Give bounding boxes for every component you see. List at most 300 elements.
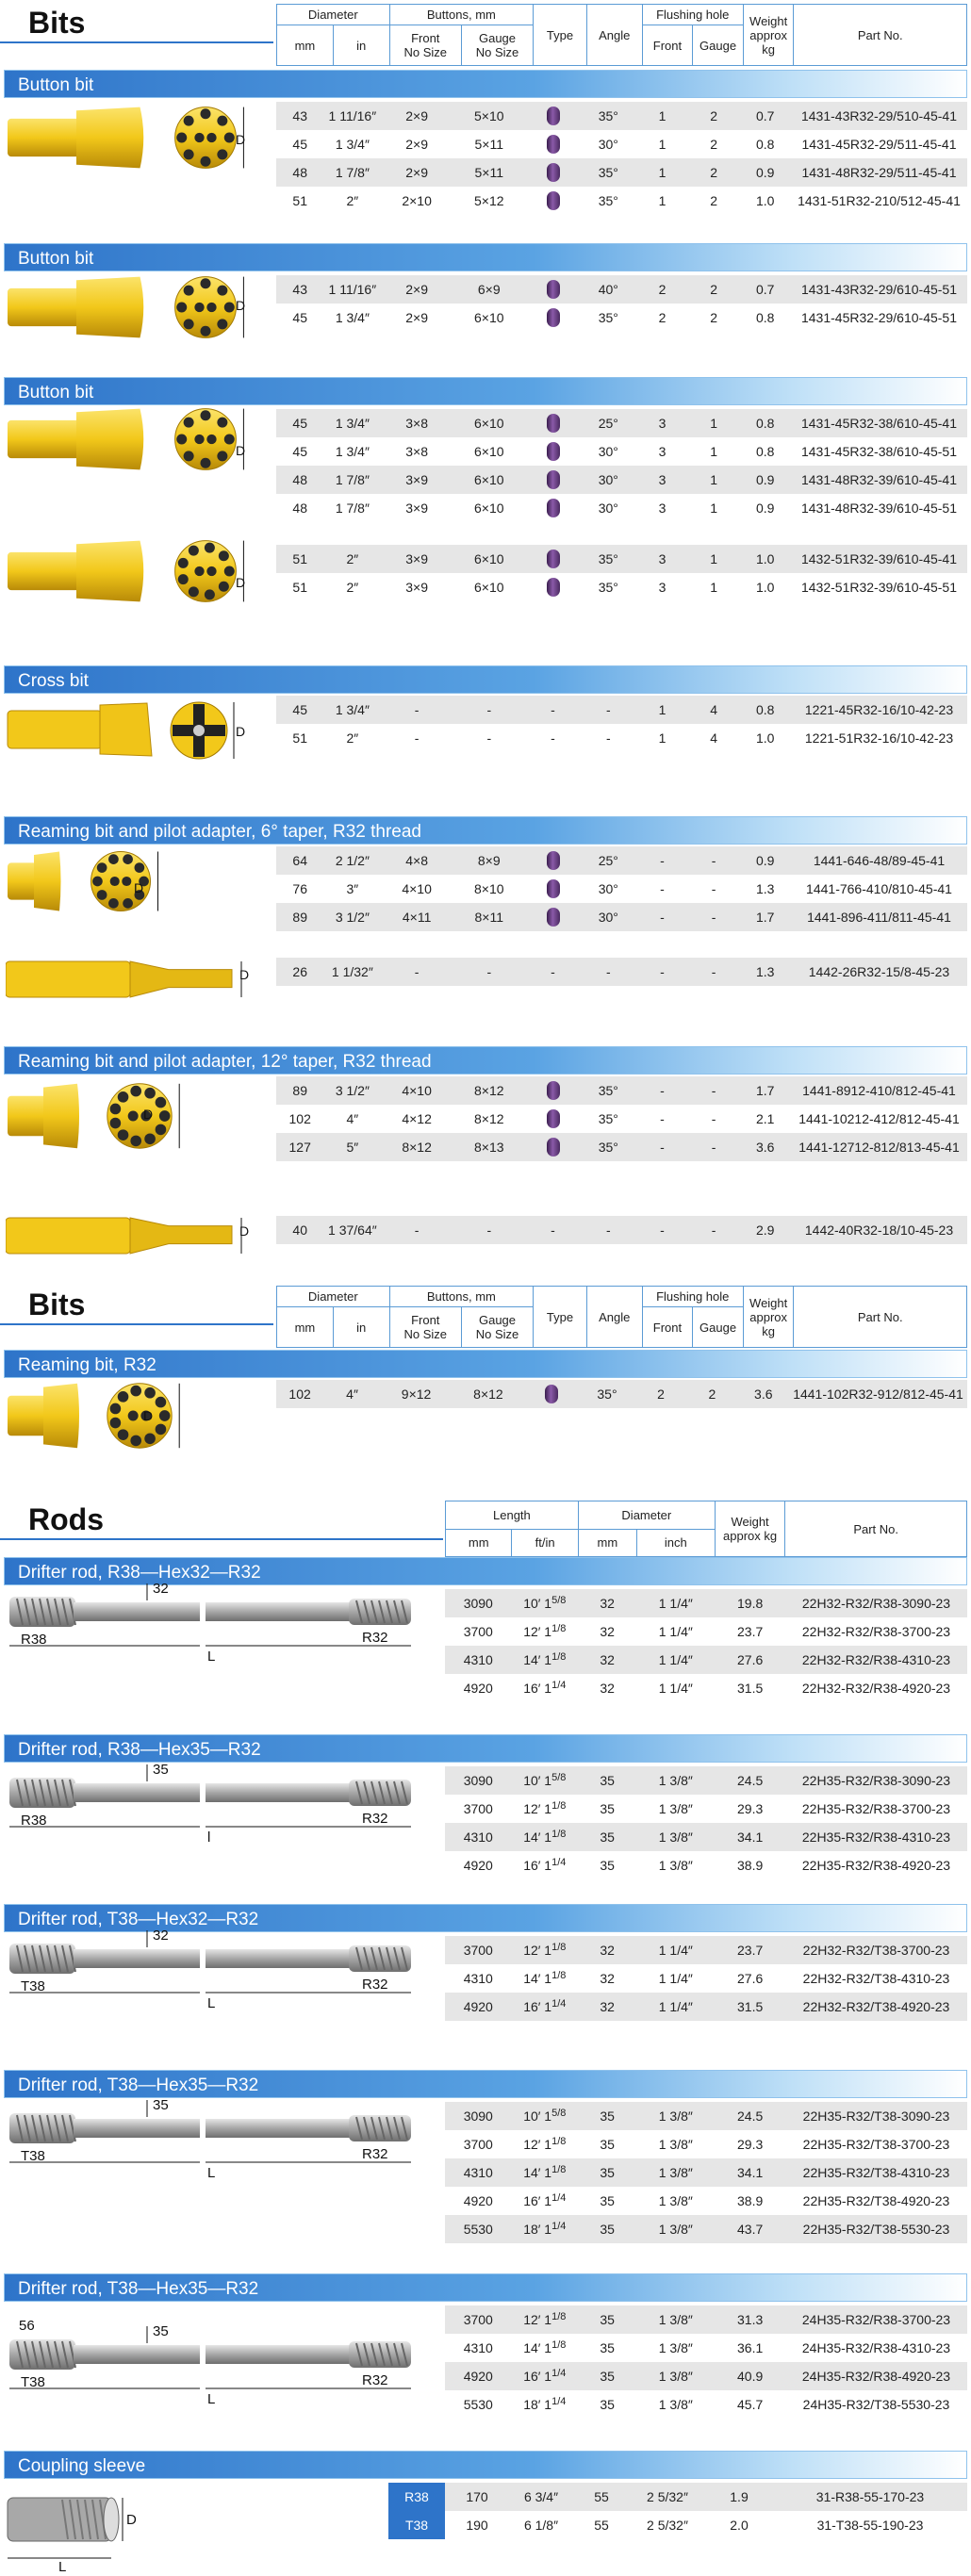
length-label: L: [207, 1995, 216, 2011]
button-type-icon: [547, 135, 560, 154]
table-cell: 8×13: [453, 1133, 526, 1161]
table-row: [276, 1216, 967, 1244]
bit-shank: [8, 288, 81, 326]
button-insert: [184, 286, 194, 296]
table-cell: 2×9: [381, 158, 453, 187]
table-cell: 1431-43R32-29/510-45-41: [791, 102, 967, 130]
length-mm-cell: 4310: [445, 1964, 512, 1993]
length-header: Length: [446, 1501, 579, 1530]
flushing-header: Flushing hole: [642, 1287, 743, 1307]
button-insert: [194, 133, 204, 142]
rod-hex-body: [74, 1783, 353, 1802]
table-row: [276, 846, 967, 875]
table-cell: 35: [578, 2390, 636, 2419]
button-insert: [219, 582, 229, 592]
table-row: [445, 1617, 967, 1646]
table-cell: 22H35-R32/T38-4920-23: [785, 2187, 967, 2215]
table-cell: 32: [578, 1674, 636, 1702]
table-cell: 34.1: [715, 2158, 785, 2187]
inch-fraction: 5/8: [551, 1595, 567, 1606]
bit-head: [76, 107, 143, 169]
button-bit-image: [6, 405, 270, 483]
table-cell: 38.9: [715, 2187, 785, 2215]
feet: 12′: [523, 1624, 541, 1639]
length-mm-cell: 3090: [445, 2102, 512, 2130]
table-cell: 3 1/2″: [323, 1076, 381, 1105]
button-type-icon: [547, 308, 560, 327]
table-row: [445, 1674, 967, 1702]
inch-fraction: 1/4: [551, 2192, 567, 2204]
table-cell: 32: [578, 1936, 636, 1964]
length-mm-cell: 3090: [445, 1766, 512, 1795]
button-type-icon: [547, 578, 560, 597]
length-ftin-cell: [512, 1617, 579, 1646]
length-ftin-cell: [512, 1964, 579, 1993]
bits-data-table: [276, 102, 967, 215]
table-cell: 1431-45R32-29/610-45-51: [791, 304, 967, 332]
right-thread-label: R32: [362, 1630, 388, 1646]
table-cell: 35: [578, 2362, 636, 2390]
table-cell: 31.5: [715, 1674, 785, 1702]
table-cell: [526, 187, 581, 215]
bits-data-table: [276, 275, 967, 332]
table-cell: [526, 573, 581, 601]
length-ftin-cell: [512, 2102, 579, 2130]
button-type-icon: [547, 550, 560, 568]
button-type-icon: [547, 470, 560, 489]
table-cell: 1: [688, 409, 740, 437]
button-insert: [156, 1397, 167, 1408]
button-bit-image: [6, 1080, 204, 1161]
table-cell: 3: [636, 409, 688, 437]
table-cell: 35: [578, 1851, 636, 1879]
inch-fraction: 1/8: [551, 2311, 567, 2322]
table-cell: -: [636, 846, 688, 875]
table-cell: [526, 304, 581, 332]
table-cell: [526, 846, 581, 875]
table-cell: 45: [276, 437, 323, 466]
table-cell: 4×11: [381, 903, 453, 931]
inch-fraction: 1/8: [551, 1623, 567, 1634]
part-header: Part No.: [794, 5, 967, 66]
table-cell: 5″: [323, 1133, 381, 1161]
button-insert: [224, 132, 235, 142]
diameter-inch-header: inch: [636, 1529, 715, 1557]
diameter-in-header: in: [333, 1307, 389, 1348]
table-cell: 1 1/4″: [636, 1646, 715, 1674]
length-mm-cell: 4920: [445, 2187, 512, 2215]
right-thread-label: R32: [362, 2372, 388, 2388]
table-cell: [526, 1076, 581, 1105]
table-cell: 3: [636, 466, 688, 494]
inch-fraction: 1/4: [551, 1857, 567, 1868]
table-cell: 3: [636, 437, 688, 466]
inches: 1: [544, 2312, 552, 2327]
button-insert: [205, 543, 215, 553]
table-cell: 31-R38-55-170-23: [773, 2483, 967, 2511]
length-mm-cell: 4310: [445, 1823, 512, 1851]
feet: 12′: [523, 1943, 541, 1958]
button-type-icon: [547, 107, 560, 125]
button-insert: [178, 558, 189, 568]
table-cell: 2: [635, 1380, 686, 1408]
feet: 14′: [523, 1971, 541, 1986]
diameter-label: D: [236, 724, 246, 739]
table-cell: 1 7/8″: [323, 158, 381, 187]
table-cell: 102: [276, 1105, 323, 1133]
table-cell: 1 7/8″: [323, 466, 381, 494]
inch-fraction: 1/8: [551, 2136, 567, 2147]
table-cell: -: [526, 696, 581, 724]
table-cell: 1442-40R32-18/10-45-23: [791, 1216, 967, 1244]
part-header: Part No.: [785, 1501, 967, 1557]
button-insert: [110, 1418, 122, 1429]
table-cell: 4: [688, 724, 740, 752]
title-underline: [0, 41, 273, 43]
table-cell: 22H32-R32/R38-3090-23: [785, 1589, 967, 1617]
rod-hex-body: [74, 1949, 353, 1968]
table-row: [276, 494, 967, 522]
length-mm-cell: 5530: [445, 2215, 512, 2243]
table-cell: 29.3: [715, 1795, 785, 1823]
table-row: [276, 724, 967, 752]
table-cell: 1 3/8″: [636, 2390, 715, 2419]
length-mm-cell: 5530: [445, 2390, 512, 2419]
table-cell: 89: [276, 1076, 323, 1105]
inches: 1: [544, 1801, 552, 1816]
table-cell: 6×10: [453, 304, 526, 332]
drifter-rod-image: [6, 1568, 420, 1682]
table-cell: [526, 158, 581, 187]
table-cell: 1 3/8″: [636, 2187, 715, 2215]
bits-header: [0, 4, 971, 66]
bit-section-bar: [4, 665, 967, 694]
button-insert: [110, 877, 120, 886]
length-ftin-cell: [512, 2334, 579, 2362]
table-cell: 22H35-R32/R38-3090-23: [785, 1766, 967, 1795]
table-cell: 64: [276, 846, 323, 875]
button-insert: [130, 1136, 141, 1147]
bit-shank: [8, 1096, 47, 1137]
flushing-header: Flushing hole: [642, 5, 743, 25]
length-ftin-cell: [512, 2390, 579, 2419]
title-underline: [0, 1323, 273, 1325]
button-insert: [189, 546, 199, 556]
table-cell: 6×10: [453, 494, 526, 522]
button-insert: [118, 1091, 129, 1103]
table-cell: 2.0: [705, 2511, 773, 2539]
length-ftin-cell: [512, 1589, 579, 1617]
bits-header-table: [276, 1286, 967, 1348]
table-row: [445, 1964, 967, 1993]
table-cell: 2: [636, 275, 688, 304]
table-cell: 0.7: [739, 102, 791, 130]
table-cell: -: [453, 724, 526, 752]
table-cell: -: [688, 1133, 740, 1161]
feet: 12′: [523, 2137, 541, 2152]
drifter-rod-image: [6, 2085, 420, 2198]
inches: 1: [544, 1596, 552, 1611]
table-cell: 30°: [580, 494, 636, 522]
table-cell: 8×12: [453, 1076, 526, 1105]
table-cell: -: [453, 958, 526, 986]
button-insert: [194, 566, 204, 576]
button-bit-image: [6, 537, 270, 615]
table-cell: 55: [573, 2511, 630, 2539]
table-cell: [526, 409, 581, 437]
table-cell: 2″: [323, 187, 381, 215]
inches: 1: [544, 2165, 552, 2180]
button-insert: [224, 302, 235, 312]
section-title: Drifter rod, T38—Hex32—R32: [18, 1910, 259, 1929]
table-cell: 0.7: [739, 275, 791, 304]
table-cell: 55: [573, 2483, 630, 2511]
table-row: [445, 2130, 967, 2158]
button-insert: [110, 1403, 122, 1415]
bit-head: [43, 1084, 79, 1148]
table-cell: 89: [276, 903, 323, 931]
button-insert: [144, 1088, 156, 1099]
table-cell: 24H35-R32/R38-4920-23: [785, 2362, 967, 2390]
table-cell: 24H35-R32/R38-4310-23: [785, 2334, 967, 2362]
table-cell: 1 3/8″: [636, 2215, 715, 2243]
table-cell: 2: [688, 130, 740, 158]
button-bit-image: [6, 104, 270, 181]
bits-data-table: [276, 1076, 967, 1161]
table-row: [445, 2305, 967, 2334]
length-ftin-cell: [512, 2158, 579, 2187]
table-row: [445, 2215, 967, 2243]
table-cell: 1 3/8″: [636, 1823, 715, 1851]
button-insert: [194, 435, 204, 444]
table-row: [445, 2362, 967, 2390]
bit-shank: [8, 552, 81, 590]
length-ftin-cell: [512, 2362, 579, 2390]
button-insert: [144, 1433, 156, 1444]
table-cell: 1431-51R32-210/512-45-41: [791, 187, 967, 215]
button-insert: [206, 435, 216, 444]
table-cell: 3×9: [381, 494, 453, 522]
rod-hex-body: [74, 2345, 353, 2364]
inches: 1: [544, 1652, 552, 1667]
table-cell: 51: [276, 187, 323, 215]
table-cell: -: [636, 1105, 688, 1133]
length-ftin-cell: [512, 2187, 579, 2215]
button-type-icon: [547, 851, 560, 870]
diameter-mm-header: mm: [277, 1307, 334, 1348]
table-cell: 32: [578, 1589, 636, 1617]
rod-section-bar: [4, 2273, 967, 2302]
table-cell: 1431-48R32-39/610-45-51: [791, 494, 967, 522]
length-label: L: [207, 2391, 216, 2407]
rods-data-table: [445, 2102, 967, 2243]
table-cell: 5×11: [453, 158, 526, 187]
feet: 16′: [523, 2369, 541, 2384]
section-title: Reaming bit and pilot adapter, 12° taper, R32 thread: [18, 1052, 432, 1072]
table-cell: 6×10: [453, 466, 526, 494]
inch-fraction: 5/8: [551, 1772, 567, 1783]
button-insert: [206, 303, 216, 312]
table-cell: 22H32-R32/T38-3700-23: [785, 1936, 967, 1964]
table-cell: 170: [445, 2483, 509, 2511]
table-cell: 1 3/4″: [323, 409, 381, 437]
table-cell: 6×10: [453, 573, 526, 601]
table-cell: 1 3/8″: [636, 2102, 715, 2130]
weight-header: Weight approx kg: [743, 5, 794, 66]
table-cell: 4″: [323, 1105, 381, 1133]
table-cell: 40.9: [715, 2362, 785, 2390]
table-cell: 1.0: [739, 545, 791, 573]
diameter-mm-header: mm: [277, 25, 334, 66]
length-ftin-cell: [512, 1823, 579, 1851]
section-title: Button bit: [18, 383, 94, 402]
table-cell: 8×12: [453, 1105, 526, 1133]
feet: 16′: [523, 1681, 541, 1696]
table-row: [276, 1380, 967, 1408]
button-insert: [110, 1118, 122, 1129]
table-row: [445, 2334, 967, 2362]
table-cell: 1431-45R32-38/610-45-51: [791, 437, 967, 466]
table-cell: 1432-51R32-39/610-45-51: [791, 573, 967, 601]
table-cell: 1 3/4″: [323, 696, 381, 724]
button-insert: [194, 303, 204, 312]
table-cell: -: [453, 1216, 526, 1244]
table-cell: 2×9: [381, 304, 453, 332]
section-title: Button bit: [18, 75, 94, 95]
rod-hex-body: [74, 2119, 353, 2138]
length-mm-cell: 3700: [445, 1617, 512, 1646]
button-insert: [130, 1386, 141, 1397]
table-cell: 1441-646-48/89-45-41: [791, 846, 967, 875]
table-cell: -: [381, 724, 453, 752]
inches: 1: [544, 2369, 552, 2384]
table-cell: 2×9: [381, 130, 453, 158]
table-row: [445, 2390, 967, 2419]
button-insert: [92, 877, 103, 887]
button-insert: [122, 877, 131, 886]
length-mm-cell: 3090: [445, 1589, 512, 1617]
table-cell: 3: [636, 494, 688, 522]
feet: 18′: [523, 2397, 541, 2412]
length-ftin-cell: [512, 2130, 579, 2158]
table-cell: 2×10: [381, 187, 453, 215]
section-title: Button bit: [18, 249, 94, 269]
length-ftin-cell: [512, 1766, 579, 1795]
table-cell: 1 1/4″: [636, 1993, 715, 2021]
table-cell: 6×9: [453, 275, 526, 304]
hex-size-label: 32: [153, 1581, 169, 1597]
table-cell: -: [580, 1216, 636, 1244]
table-cell: 5×12: [453, 187, 526, 215]
bits-data-table: [276, 958, 967, 986]
table-cell: 0.8: [739, 304, 791, 332]
table-cell: [526, 875, 581, 903]
bit-shank: [8, 420, 81, 458]
table-cell: 3×9: [381, 466, 453, 494]
section-title: Reaming bit and pilot adapter, 6° taper, R32 thread: [18, 822, 421, 842]
type-header: Type: [534, 5, 587, 66]
table-cell: 1 1/4″: [636, 1617, 715, 1646]
button-insert: [128, 1411, 139, 1421]
feet: 18′: [523, 2222, 541, 2237]
table-cell: 6×10: [453, 409, 526, 437]
coupling-sleeve-image: [6, 2488, 147, 2573]
left-thread-label: R38: [21, 1632, 47, 1648]
table-cell: 22H35-R32/T38-5530-23: [785, 2215, 967, 2243]
coupling-table: [388, 2483, 967, 2539]
table-row: [276, 130, 967, 158]
table-cell: 0.8: [739, 130, 791, 158]
table-cell: 1431-48R32-29/511-45-41: [791, 158, 967, 187]
left-thread-label: T38: [21, 1978, 45, 1994]
button-insert: [217, 418, 227, 428]
table-cell: 1 11/16″: [323, 275, 381, 304]
table-cell: 1431-45R32-38/610-45-41: [791, 409, 967, 437]
button-insert: [217, 319, 227, 329]
table-cell: 35: [578, 2187, 636, 2215]
table-cell: [526, 130, 581, 158]
length-mm-cell: 3700: [445, 2130, 512, 2158]
table-row: [445, 2187, 967, 2215]
diameter-mm-header: mm: [578, 1529, 636, 1557]
table-cell: 22H32-R32/R38-4310-23: [785, 1646, 967, 1674]
table-cell: 31.3: [715, 2305, 785, 2334]
length-ftin-cell: [512, 1646, 579, 1674]
inch-fraction: 1/8: [551, 1651, 567, 1663]
button-insert: [200, 458, 210, 468]
table-cell: 6 1/8″: [509, 2511, 573, 2539]
table-cell: 1441-896-411/811-45-41: [791, 903, 967, 931]
bit-head: [76, 541, 143, 602]
inch-fraction: 1/4: [551, 1680, 567, 1691]
button-type-icon: [547, 1081, 560, 1100]
table-cell: 3″: [323, 875, 381, 903]
button-insert: [206, 566, 216, 576]
table-cell: 127: [276, 1133, 323, 1161]
table-cell: 1: [688, 466, 740, 494]
bits-data-table: [276, 846, 967, 931]
table-cell: 3: [636, 545, 688, 573]
table-cell: 30°: [580, 903, 636, 931]
button-type-icon: [547, 191, 560, 210]
inch-fraction: 1/8: [551, 2164, 567, 2175]
table-cell: 24.5: [715, 1766, 785, 1795]
button-bit-image: [6, 848, 185, 924]
button-insert: [97, 890, 107, 900]
table-cell: 1.0: [739, 187, 791, 215]
pilot-adapter-image: [6, 1216, 251, 1255]
button-insert: [178, 574, 189, 584]
hex-size-label: 35: [153, 2097, 169, 2113]
table-cell: 4×10: [381, 1076, 453, 1105]
table-cell: 2″: [323, 545, 381, 573]
table-cell: 76: [276, 875, 323, 903]
table-row: [276, 1133, 967, 1161]
table-cell: 2×9: [381, 275, 453, 304]
flush-front-header: Front: [642, 25, 693, 66]
table-cell: 1441-102R32-912/812-45-41: [789, 1380, 967, 1408]
buttons-gauge-header: Gauge No Size: [461, 25, 533, 66]
table-row: [276, 696, 967, 724]
table-cell: -: [580, 958, 636, 986]
diameter-header: Diameter: [578, 1501, 715, 1530]
table-cell: 30°: [580, 466, 636, 494]
table-cell: 8×12: [381, 1133, 453, 1161]
length-mm-cell: 3700: [445, 1795, 512, 1823]
hex2-size-label: 56: [19, 2318, 35, 2334]
feet: 14′: [523, 1652, 541, 1667]
table-cell: 26: [276, 958, 323, 986]
